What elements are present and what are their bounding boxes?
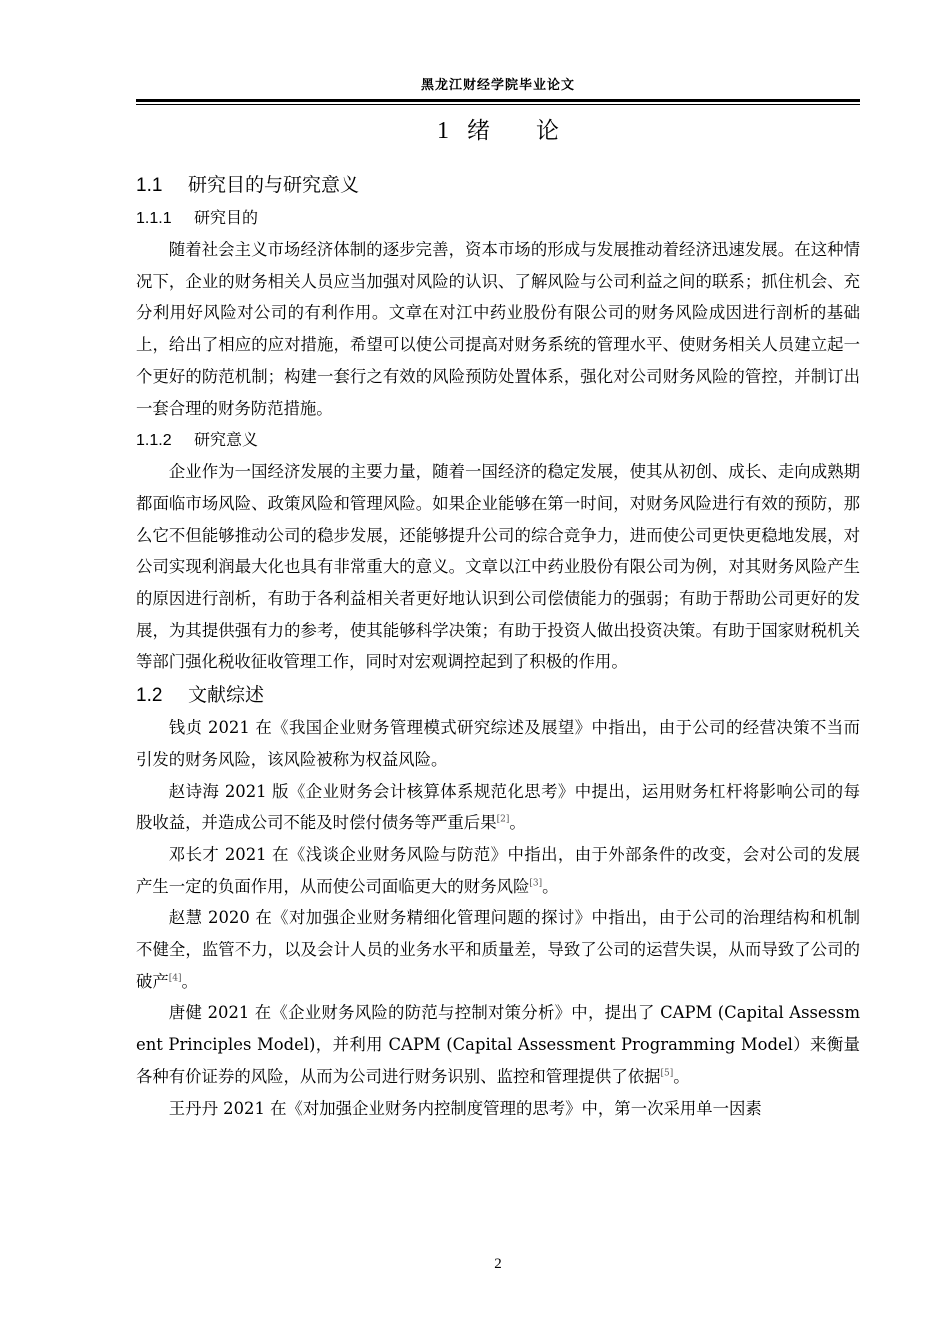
paragraph-research-significance: 企业作为一国经济发展的主要力量，随着一国经济的稳定发展，使其从初创、成长、走向成熟期都面临市场风险、政策风险和管理风险。如果企业能够在第一时间，对财务风险进行有效的预防，那么它不但能够推动公司的稳步发展，还能够提升公司的综合竞争力，进而使公司更快更稳地发展，对公司实现利润最大化也具有非常重大的意义。文章以江中药业股份有限公司为例，对其财务风险产生的原因进行剖析，有助于各利益相关者更好地认识到公司偿债能力的强弱；有助于帮助公司更好的发展，为其提供强有力的参考，使其能够科学决策；有助于投资人做出投资决策。有助于国家财税机关等部门强化税收征收管理工作，同时对宏观调控起到了积极的作用。 [136,462,860,672]
header-rule-thin [136,104,860,105]
citation-ref: [3] [529,878,543,889]
literature-4-text: 赵慧 2020 在《对加强企业财务精细化管理问题的探讨》中指出，由于公司的治理结构和机制不健全，监管不力，以及会计人员的业务水平和质量差，导致了公司的运营失误，从而导致了公司的破产 [136,908,860,991]
citation-ref: [2] [496,814,510,825]
literature-5-end: 。 [673,1066,690,1086]
section-number: 1.2 [136,685,163,707]
paragraph-literature-4 [136,902,860,997]
subsection-title: 研究意义 [194,430,259,450]
chapter-title-part2: 论 [536,118,559,144]
paragraph-literature-3 [136,839,860,902]
literature-2-text: 赵诗海 2021 版《企业财务会计核算体系规范化思考》中提出，运用财务杠杆将影响公司的每股收益，并造成公司不能及时偿付债务等严重后果 [136,781,860,833]
section-title: 文献综述 [188,684,265,707]
literature-2-end: 。 [509,813,526,833]
paragraph-research-purpose: 随着社会主义市场经济体制的逐步完善，资本市场的形成与发展推动着经济迅速发展。在这种情况下，企业的财务相关人员应当加强对风险的认识、了解风险与公司利益之间的联系；抓住机会、充分利用好风险对公司的有利作用。文章在对江中药业股份有限公司的财务风险成因进行剖析的基础上，给出了相应的应对措施，希望可以使公司提高对财务系统的管理水平、使财务相关人员建立起一个更好的防范机制；构建一套行之有效的风险预防处置体系，强化对公司财务风险的管控，并制订出一套合理的财务防范措施。 [136,240,860,418]
chapter-title-part1: 绪 [467,118,490,144]
section-title: 研究目的与研究意义 [188,174,360,196]
subsection-number: 1.1.1 [136,210,172,227]
paragraph-literature-2 [136,776,860,839]
paragraph-literature-5 [136,997,860,1092]
page-number: 2 [494,1256,502,1272]
chapter-number: 1 [437,118,449,144]
citation-ref: [4] [168,973,182,984]
subsection-number: 1.1.2 [136,432,172,450]
literature-3-end: 。 [542,876,559,896]
running-header: 黑龙江财经学院毕业论文 [420,78,575,93]
subsection-heading-1-1-1 [136,202,860,234]
body-content [136,168,860,1124]
literature-3-text: 邓长才 2021 在《浅谈企业财务风险与防范》中指出，由于外部条件的改变，会对公司的发展产生一定的负面作用，从而使公司面临更大的财务风险 [136,844,860,896]
chapter-title [136,114,860,148]
section-heading-1-1 [136,168,860,202]
section-number: 1.1 [136,175,163,196]
literature-4-end: 。 [181,971,198,991]
paragraph-literature-1: 钱贞 2021 在《我国企业财务管理模式研究综述及展望》中指出，由于公司的经营决策不当而引发的财务风险，该风险被称为权益风险。 [136,718,860,769]
citation-ref: [5] [660,1068,674,1079]
header-rule-thick [136,99,860,102]
subsection-heading-1-1-2 [136,424,860,456]
section-heading-1-2 [136,678,860,712]
paragraph-literature-6: 王丹丹 2021 在《对加强企业财务内控制度管理的思考》中，第一次采用单一因素 [168,1098,762,1118]
literature-5-text: 唐健 2021 在《企业财务风险的防范与控制对策分析》中，提出了 CAPM (Capital Assessment Principles Model)，并利用 CAPM (Capital Assessment Programming Model）来衡量各种有价证券的风险，从而为公司进行财务识别、监控和管理提供了依据 [136,1003,860,1086]
subsection-title: 研究目的 [194,208,259,227]
